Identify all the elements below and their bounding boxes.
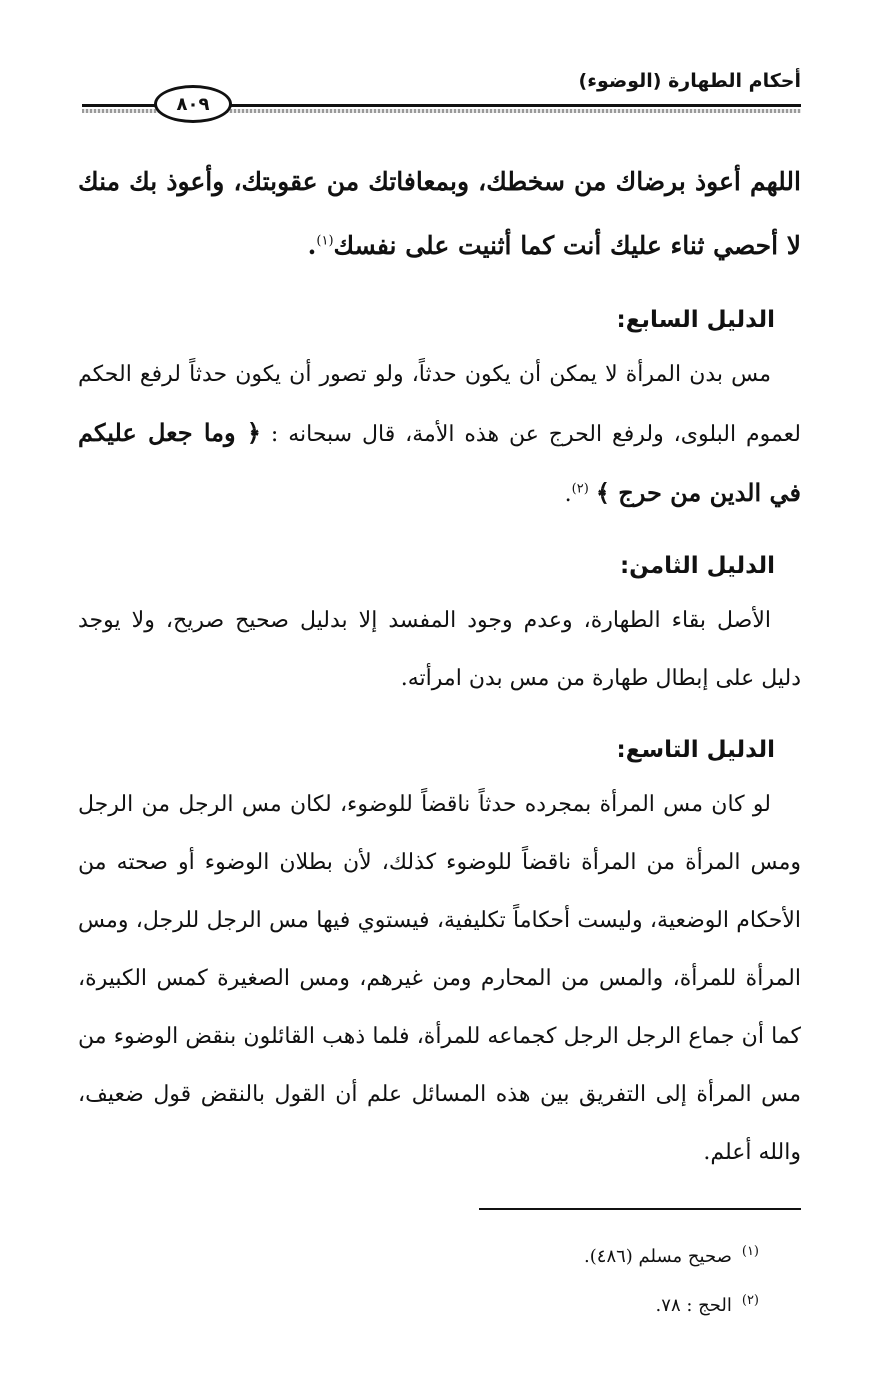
footnote-1 <box>584 1230 759 1279</box>
footnote-2-number: (٢) <box>741 1293 759 1308</box>
supplication-text: اللهم أعوذ برضاك من سخطك، وبمعافاتك من عقوبتك، وأعوذ بك منك لا أحصي ثناء عليك أنت كما أثنيت على نفسك <box>78 167 801 260</box>
heading-seventh-proof: الدليل السابع: <box>616 307 775 333</box>
footnote-1-number: (١) <box>741 1244 759 1259</box>
supplication-end: . <box>307 231 317 260</box>
quran-verse: ﴿ وما جعل عليكم في الدين من حرج ﴾ <box>78 418 801 507</box>
heading-ninth-proof: الدليل التاسع: <box>616 737 775 763</box>
paragraph-seventh-proof <box>78 346 801 524</box>
footnote-ref-1[interactable]: (١) <box>316 233 334 249</box>
page-number: ٨٠٩ <box>176 93 210 115</box>
footnote-ref-2[interactable]: (٢) <box>571 481 589 497</box>
paragraph-eighth-proof: الأصل بقاء الطهارة، وعدم وجود المفسد إلا بدليل صحيح صريح، ولا يوجد دليل على إبطال طهارة من مس بدن امرأته. <box>78 608 801 691</box>
book-title: أحكام الطهارة (الوضوء) <box>578 70 801 92</box>
paragraph-ninth-proof: لو كان مس المرأة بمجرده حدثاً ناقضاً للوضوء، لكان مس الرجل من الرجل ومس المرأة من المرأة ناقضاً للوضوء كذلك، لأن بطلان الوضوء أو صحته من الأحكام الوضعية، وليست أحكاماً تكليفية، فيستوي فيها مس الرجل للرجل، ومس المرأة للمرأة، والمس من المحارم ومن غيرهم، ومس الصغيرة كمس الكبيرة، كما أن جماع الرجل الرجل كجماعه للمرأة، فلما ذهب القائلون بنقض الوضوء من مس المرأة إلى التفريق بين هذه المسائل علم أن القول بالنقض قول ضعيف، والله أعلم. <box>78 792 801 1165</box>
heading-eighth-proof: الدليل الثامن: <box>619 553 775 579</box>
supplication-paragraph <box>78 150 801 278</box>
running-header <box>82 70 801 130</box>
footnote-2-text: الحج : ٧٨. <box>655 1295 732 1316</box>
seventh-proof-end: . <box>564 482 572 507</box>
footnote-2 <box>584 1279 759 1328</box>
footnotes <box>584 1230 759 1328</box>
main-text <box>78 150 801 1182</box>
page-number-frame <box>154 85 232 123</box>
seventh-proof-text: مس بدن المرأة لا يمكن أن يكون حدثاً، ولو تصور أن يكون حدثاً لرفع الحكم لعموم البلوى، ولرفع الحرج عن هذه الأمة، قال سبحانه : <box>78 362 801 447</box>
footnote-separator <box>479 1208 801 1210</box>
footnote-1-text: صحيح مسلم (٤٨٦). <box>584 1246 732 1267</box>
